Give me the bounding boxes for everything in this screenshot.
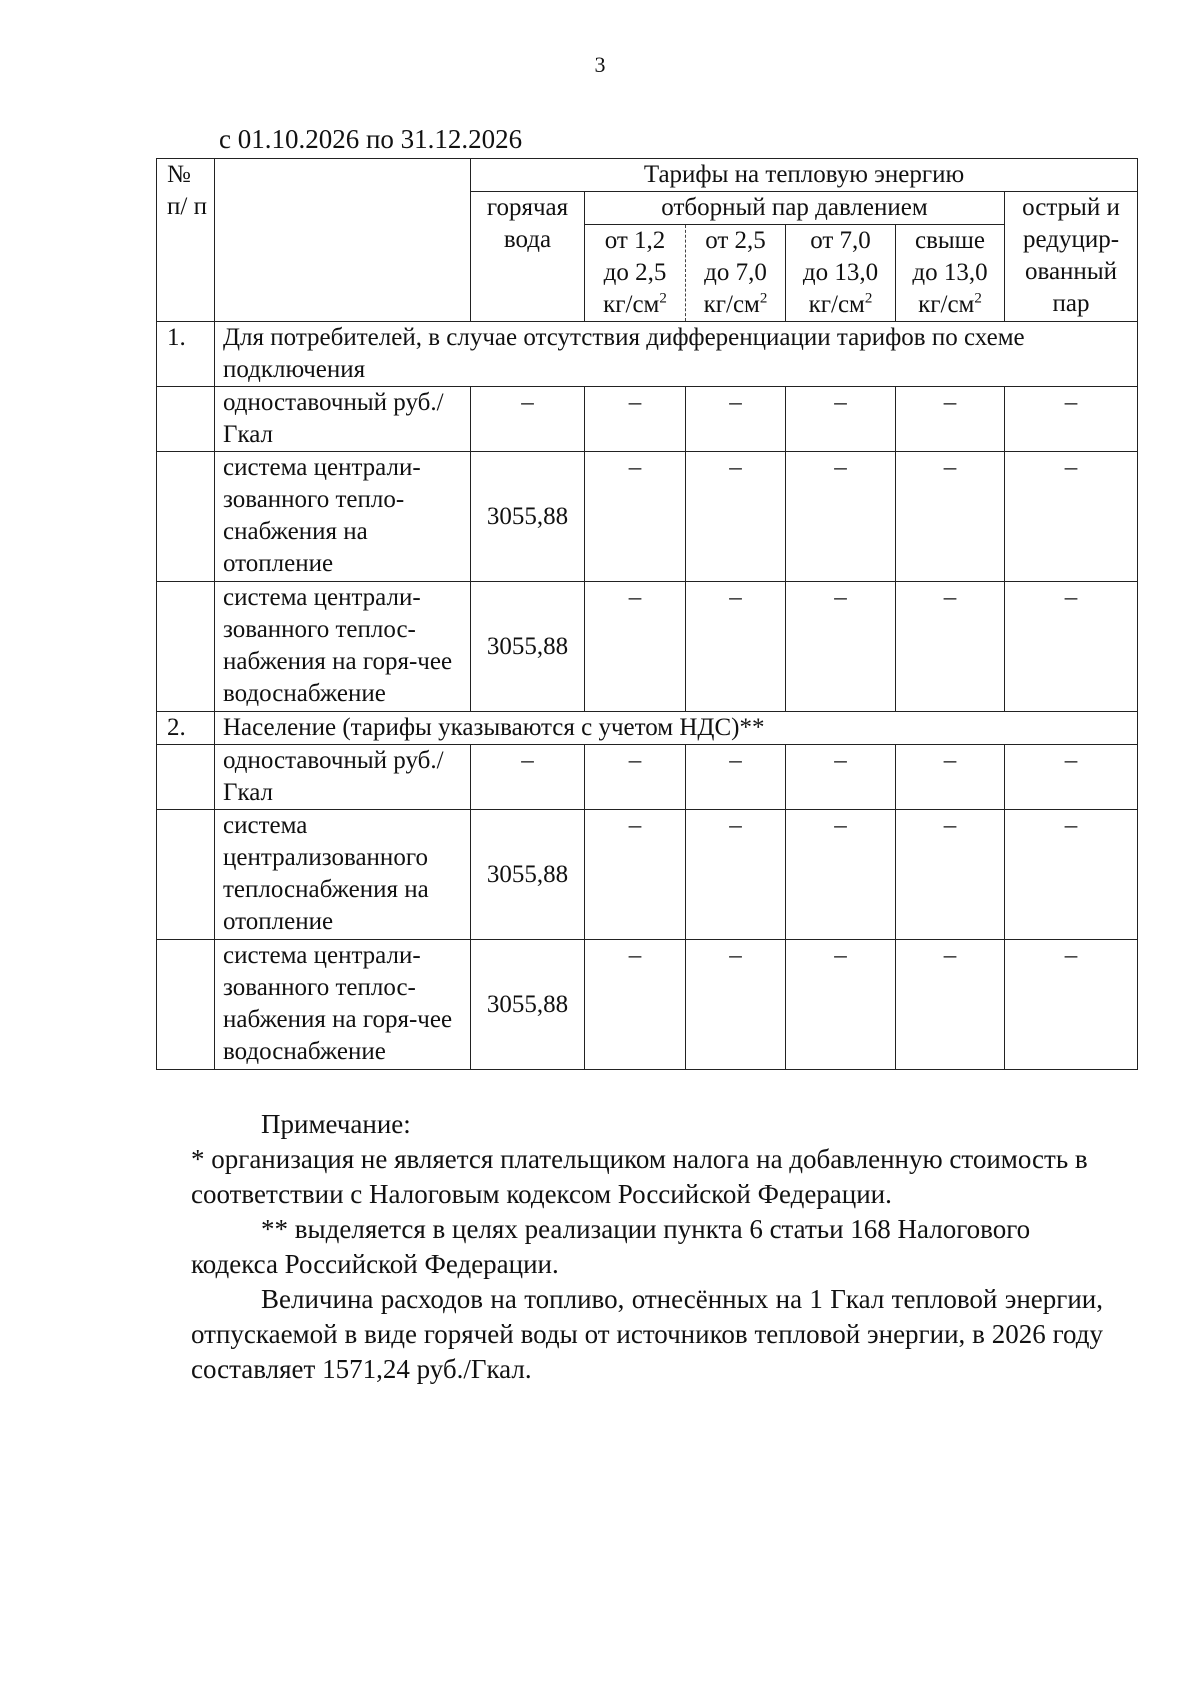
cell-sharp-steam: – bbox=[1005, 452, 1138, 582]
section-title: Население (тарифы указываются с учетом НДС)** bbox=[215, 712, 1138, 745]
header-hot-water: горячая вода bbox=[471, 192, 585, 322]
header-range-3: от 7,0 до 13,0 $кг/см^2$ bbox=[786, 225, 896, 322]
cell-range-1: – bbox=[585, 582, 686, 712]
section-number: 1. bbox=[157, 322, 215, 387]
cell-range-3: – bbox=[786, 582, 896, 712]
note-1: * организация не является плательщиком налога на добавленную стоимость в соответствии с Налоговым кодексом Российской Федерации. bbox=[191, 1144, 1088, 1209]
section-number: 2. bbox=[157, 712, 215, 745]
cell-range-1: – bbox=[585, 810, 686, 940]
section-row bbox=[157, 322, 1138, 387]
cell-hot-water: 3055,88 bbox=[471, 940, 585, 1070]
cell-hot-water: 3055,88 bbox=[471, 452, 585, 582]
cell-range-3: – bbox=[786, 810, 896, 940]
table-row bbox=[157, 452, 1138, 582]
header-empty-cell bbox=[215, 159, 471, 322]
cell-range-2: – bbox=[686, 940, 786, 1070]
cell-sharp-steam: – bbox=[1005, 582, 1138, 712]
row-label: система централи-зованного теплос-набжения на горя-чее водоснабжение bbox=[215, 940, 471, 1070]
row-label: система централизованного теплоснабжения на отопление bbox=[215, 810, 471, 940]
header-row-1 bbox=[157, 159, 1138, 192]
cell-range-1: – bbox=[585, 940, 686, 1070]
cell-range-4: – bbox=[896, 940, 1005, 1070]
cell-range-2: – bbox=[686, 452, 786, 582]
cell-hot-water: – bbox=[471, 387, 585, 452]
row-label: одноставочный руб./Гкал bbox=[215, 745, 471, 810]
row-label: одноставочный руб./Гкал bbox=[215, 387, 471, 452]
cell-range-3: – bbox=[786, 745, 896, 810]
cell-range-4: – bbox=[896, 745, 1005, 810]
row-label: система централи-зованного теплос-набжения на горя-чее водоснабжение bbox=[215, 582, 471, 712]
cell-hot-water: 3055,88 bbox=[471, 582, 585, 712]
header-sharp-steam: острый и редуцир-ованный пар bbox=[1005, 192, 1138, 322]
cell-hot-water: – bbox=[471, 745, 585, 810]
header-num-col: № п/ п bbox=[157, 159, 215, 322]
cell-range-2: – bbox=[686, 745, 786, 810]
header-range-4: свыше до 13,0 $кг/см^2$ bbox=[896, 225, 1005, 322]
note-2: ** выделяется в целях реализации пункта 6 статьи 168 Налогового кодекса Российской Федерации. bbox=[191, 1214, 1031, 1279]
cell-range-2: – bbox=[686, 387, 786, 452]
cell-range-2: – bbox=[686, 810, 786, 940]
cell-range-3: – bbox=[786, 452, 896, 582]
header-steam-pressure: отборный пар давлением bbox=[585, 192, 1005, 225]
table-row bbox=[157, 582, 1138, 712]
section-row bbox=[157, 712, 1138, 745]
header-range-2: от 2,5 до 7,0 $кг/см^2$ bbox=[686, 225, 786, 322]
cell-hot-water: 3055,88 bbox=[471, 810, 585, 940]
cell-range-2: – bbox=[686, 582, 786, 712]
row-label: система централи-зованного тепло-снабжения на отопление bbox=[215, 452, 471, 582]
notes-block bbox=[191, 1107, 1103, 1387]
cell-sharp-steam: – bbox=[1005, 387, 1138, 452]
cell-range-4: – bbox=[896, 810, 1005, 940]
tariff-period: с 01.10.2026 по 31.12.2026 bbox=[219, 124, 523, 154]
section-title: Для потребителей, в случае отсутствия дифференциации тарифов по схеме подключения bbox=[215, 322, 1138, 387]
table-row bbox=[157, 387, 1138, 452]
cell-range-3: – bbox=[786, 387, 896, 452]
cell-range-4: – bbox=[896, 452, 1005, 582]
notes-title: Примечание: bbox=[261, 1109, 411, 1139]
cell-range-4: – bbox=[896, 387, 1005, 452]
tariff-table bbox=[156, 158, 1138, 1070]
header-range-1: от 1,2 до 2,5 $кг/см^2$ bbox=[585, 225, 686, 322]
cell-range-3: – bbox=[786, 940, 896, 1070]
cell-sharp-steam: – bbox=[1005, 940, 1138, 1070]
table-row bbox=[157, 810, 1138, 940]
table-row bbox=[157, 940, 1138, 1070]
table-row bbox=[157, 745, 1138, 810]
cell-range-1: – bbox=[585, 387, 686, 452]
page-number: 3 bbox=[594, 52, 606, 77]
cell-range-1: – bbox=[585, 452, 686, 582]
header-tariffs-title: Тарифы на тепловую энергию bbox=[471, 159, 1138, 192]
cell-sharp-steam: – bbox=[1005, 810, 1138, 940]
cell-range-1: – bbox=[585, 745, 686, 810]
cell-range-4: – bbox=[896, 582, 1005, 712]
fuel-cost-paragraph: Величина расходов на топливо, отнесённых на 1 Гкал тепловой энергии, отпускаемой в виде горячей воды от источников тепловой энергии, в 2026 году составляет 1571,24 руб./Гкал. bbox=[191, 1284, 1103, 1384]
cell-sharp-steam: – bbox=[1005, 745, 1138, 810]
